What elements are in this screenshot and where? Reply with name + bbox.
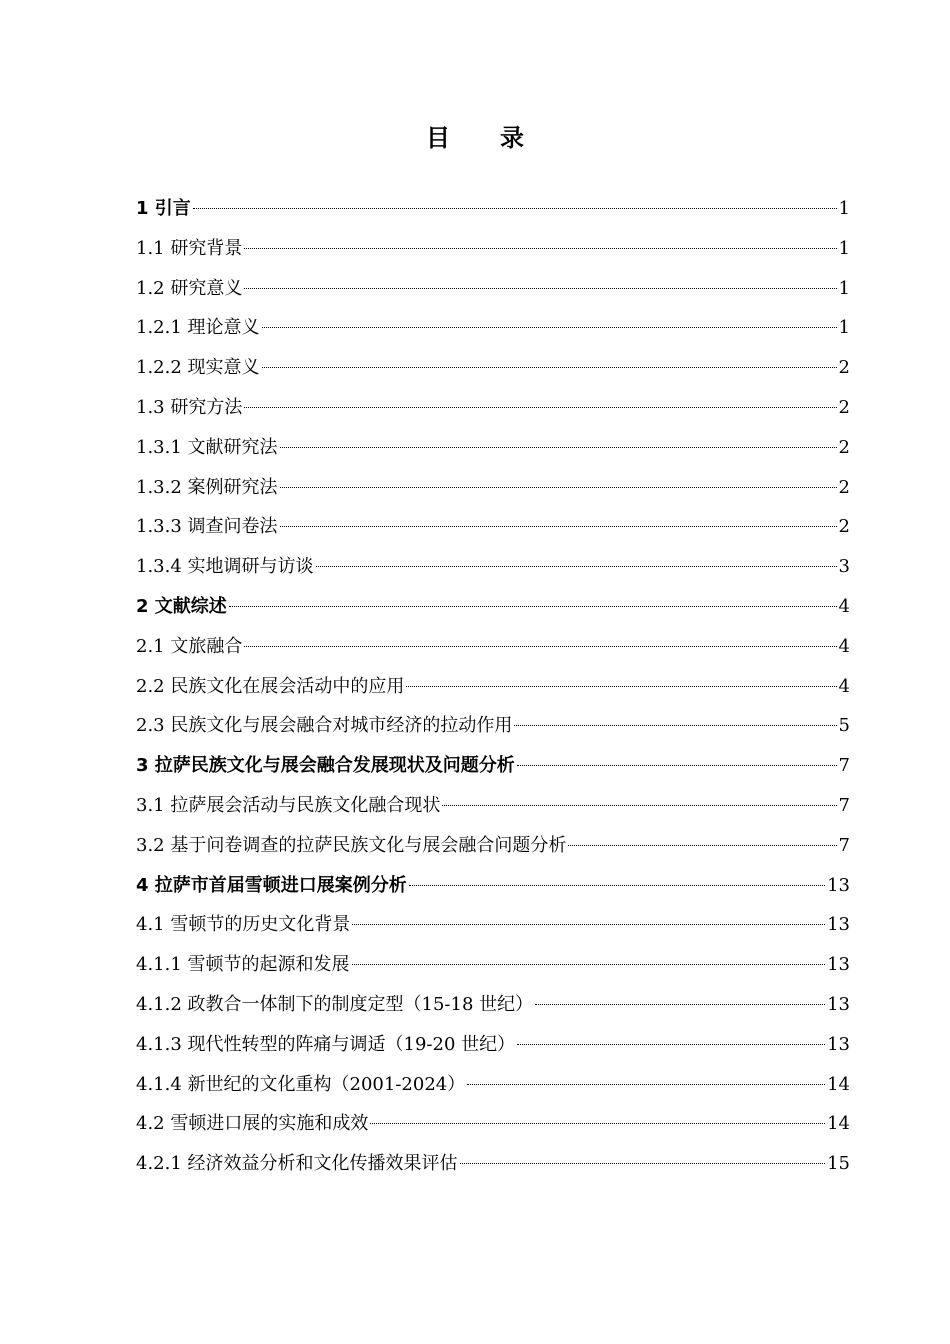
toc-entry-title: 1.2 研究意义 [136, 277, 243, 299]
dot-leader [568, 845, 836, 846]
toc-entry[interactable] [136, 189, 850, 229]
dot-leader [244, 646, 836, 647]
toc-entry-title: 4.2 雪顿进口展的实施和成效 [136, 1113, 369, 1135]
toc-entry-title: 1.2.2 现实意义 [136, 357, 260, 379]
toc-entry-title: 1.3.4 实地调研与访谈 [136, 556, 314, 578]
toc-title-char-2: 录 [500, 124, 524, 152]
toc-entry-page-number: 5 [838, 715, 850, 737]
toc-entry-page-number: 14 [827, 1073, 850, 1095]
toc-entry[interactable] [136, 547, 850, 587]
toc-entry-title: 2.1 文旅融合 [136, 635, 243, 657]
toc-entry-title: 4.1.4 新世纪的文化重构（2001-2024） [136, 1073, 466, 1095]
toc-entry[interactable] [136, 627, 850, 667]
toc-entry-title: 1.3.2 案例研究法 [136, 476, 278, 498]
dot-leader [535, 1004, 825, 1005]
toc-entry-title: 3.1 拉萨展会活动与民族文化融合现状 [136, 794, 441, 816]
toc-entry-page-number: 13 [827, 954, 850, 976]
toc-entry-page-number: 4 [838, 675, 850, 697]
toc-entry-title: 4.1 雪顿节的历史文化背景 [136, 914, 351, 936]
toc-entry-page-number: 4 [838, 595, 850, 617]
dot-leader [280, 487, 837, 488]
toc-entry-title: 4.1.3 现代性转型的阵痛与调适（19-20 世纪） [136, 1033, 516, 1055]
toc-entry-page-number: 7 [838, 755, 850, 777]
toc-entry[interactable] [136, 945, 850, 985]
toc-entry-title: 1.1 研究背景 [136, 237, 243, 259]
toc-entry-title: 4.2.1 经济效益分析和文化传播效果评估 [136, 1153, 458, 1175]
toc-entry-page-number: 13 [827, 993, 850, 1015]
dot-leader [244, 248, 836, 249]
toc-entry-page-number: 1 [838, 237, 850, 259]
toc-entry-page-number: 2 [838, 357, 850, 379]
dot-leader [467, 1084, 825, 1085]
dot-leader [406, 686, 836, 687]
dot-leader [460, 1163, 826, 1164]
toc-entry-title: 2 文献综述 [136, 595, 227, 617]
dot-leader [517, 765, 837, 766]
toc-entry-page-number: 1 [838, 277, 850, 299]
toc-entry[interactable] [136, 1144, 850, 1184]
toc-entry[interactable] [136, 1025, 850, 1065]
toc-title-char-1: 目 [426, 124, 450, 152]
toc-entry[interactable] [136, 1065, 850, 1105]
toc-entry-page-number: 7 [838, 834, 850, 856]
toc-entry-page-number: 13 [827, 1033, 850, 1055]
toc-entry-page-number: 2 [838, 436, 850, 458]
toc-entry-title: 2.2 民族文化在展会活动中的应用 [136, 675, 405, 697]
toc-entry-page-number: 13 [827, 874, 850, 896]
toc-entry-title: 1.3.3 调查问卷法 [136, 516, 278, 538]
dot-leader [193, 208, 837, 209]
toc-entry[interactable] [136, 468, 850, 508]
toc-list [136, 189, 850, 1184]
toc-entry[interactable] [136, 388, 850, 428]
toc-entry-page-number: 2 [838, 516, 850, 538]
dot-leader [262, 327, 837, 328]
toc-entry-page-number: 7 [838, 794, 850, 816]
toc-entry-title: 1.3.1 文献研究法 [136, 436, 278, 458]
toc-entry-title: 4 拉萨市首届雪顿进口展案例分析 [136, 874, 407, 896]
toc-entry[interactable] [136, 786, 850, 826]
dot-leader [442, 805, 836, 806]
toc-entry-title: 1 引言 [136, 198, 191, 219]
toc-entry-title: 3 拉萨民族文化与展会融合发展现状及问题分析 [136, 755, 515, 777]
toc-entry[interactable] [136, 826, 850, 866]
toc-entry[interactable] [136, 308, 850, 348]
dot-leader [409, 885, 825, 886]
dot-leader [244, 407, 836, 408]
toc-entry[interactable] [136, 746, 850, 786]
dot-leader [244, 288, 836, 289]
toc-entry[interactable] [136, 507, 850, 547]
dot-leader [280, 447, 837, 448]
toc-entry[interactable] [136, 866, 850, 906]
toc-entry[interactable] [136, 1104, 850, 1144]
toc-entry[interactable] [136, 428, 850, 468]
toc-entry-title: 1.2.1 理论意义 [136, 317, 260, 339]
dot-leader [352, 924, 825, 925]
toc-entry-page-number: 1 [838, 317, 850, 339]
toc-entry-page-number: 13 [827, 914, 850, 936]
toc-entry[interactable] [136, 667, 850, 707]
toc-entry[interactable] [136, 587, 850, 627]
toc-entry-title: 2.3 民族文化与展会融合对城市经济的拉动作用 [136, 715, 513, 737]
dot-leader [352, 964, 826, 965]
toc-entry-page-number: 14 [827, 1113, 850, 1135]
toc-entry[interactable] [136, 269, 850, 309]
toc-entry[interactable] [136, 706, 850, 746]
toc-entry-page-number: 1 [838, 198, 850, 219]
toc-entry-title: 4.1.1 雪顿节的起源和发展 [136, 954, 350, 976]
dot-leader [316, 566, 837, 567]
toc-entry-title: 1.3 研究方法 [136, 396, 243, 418]
toc-entry-page-number: 4 [838, 635, 850, 657]
dot-leader [514, 725, 836, 726]
dot-leader [262, 367, 837, 368]
dot-leader [517, 1044, 825, 1045]
toc-entry-page-number: 3 [838, 556, 850, 578]
toc-entry-page-number: 2 [838, 396, 850, 418]
toc-entry[interactable] [136, 348, 850, 388]
dot-leader [280, 526, 837, 527]
toc-entry-title: 4.1.2 政教合一体制下的制度定型（15-18 世纪） [136, 993, 534, 1015]
dot-leader [370, 1123, 825, 1124]
toc-entry-title: 3.2 基于问卷调查的拉萨民族文化与展会融合问题分析 [136, 834, 567, 856]
toc-entry[interactable] [136, 985, 850, 1025]
toc-entry-page-number: 2 [838, 476, 850, 498]
dot-leader [229, 606, 837, 607]
toc-entry[interactable] [136, 905, 850, 945]
toc-title [0, 118, 950, 153]
toc-entry-page-number: 15 [827, 1153, 850, 1175]
toc-entry[interactable] [136, 229, 850, 269]
